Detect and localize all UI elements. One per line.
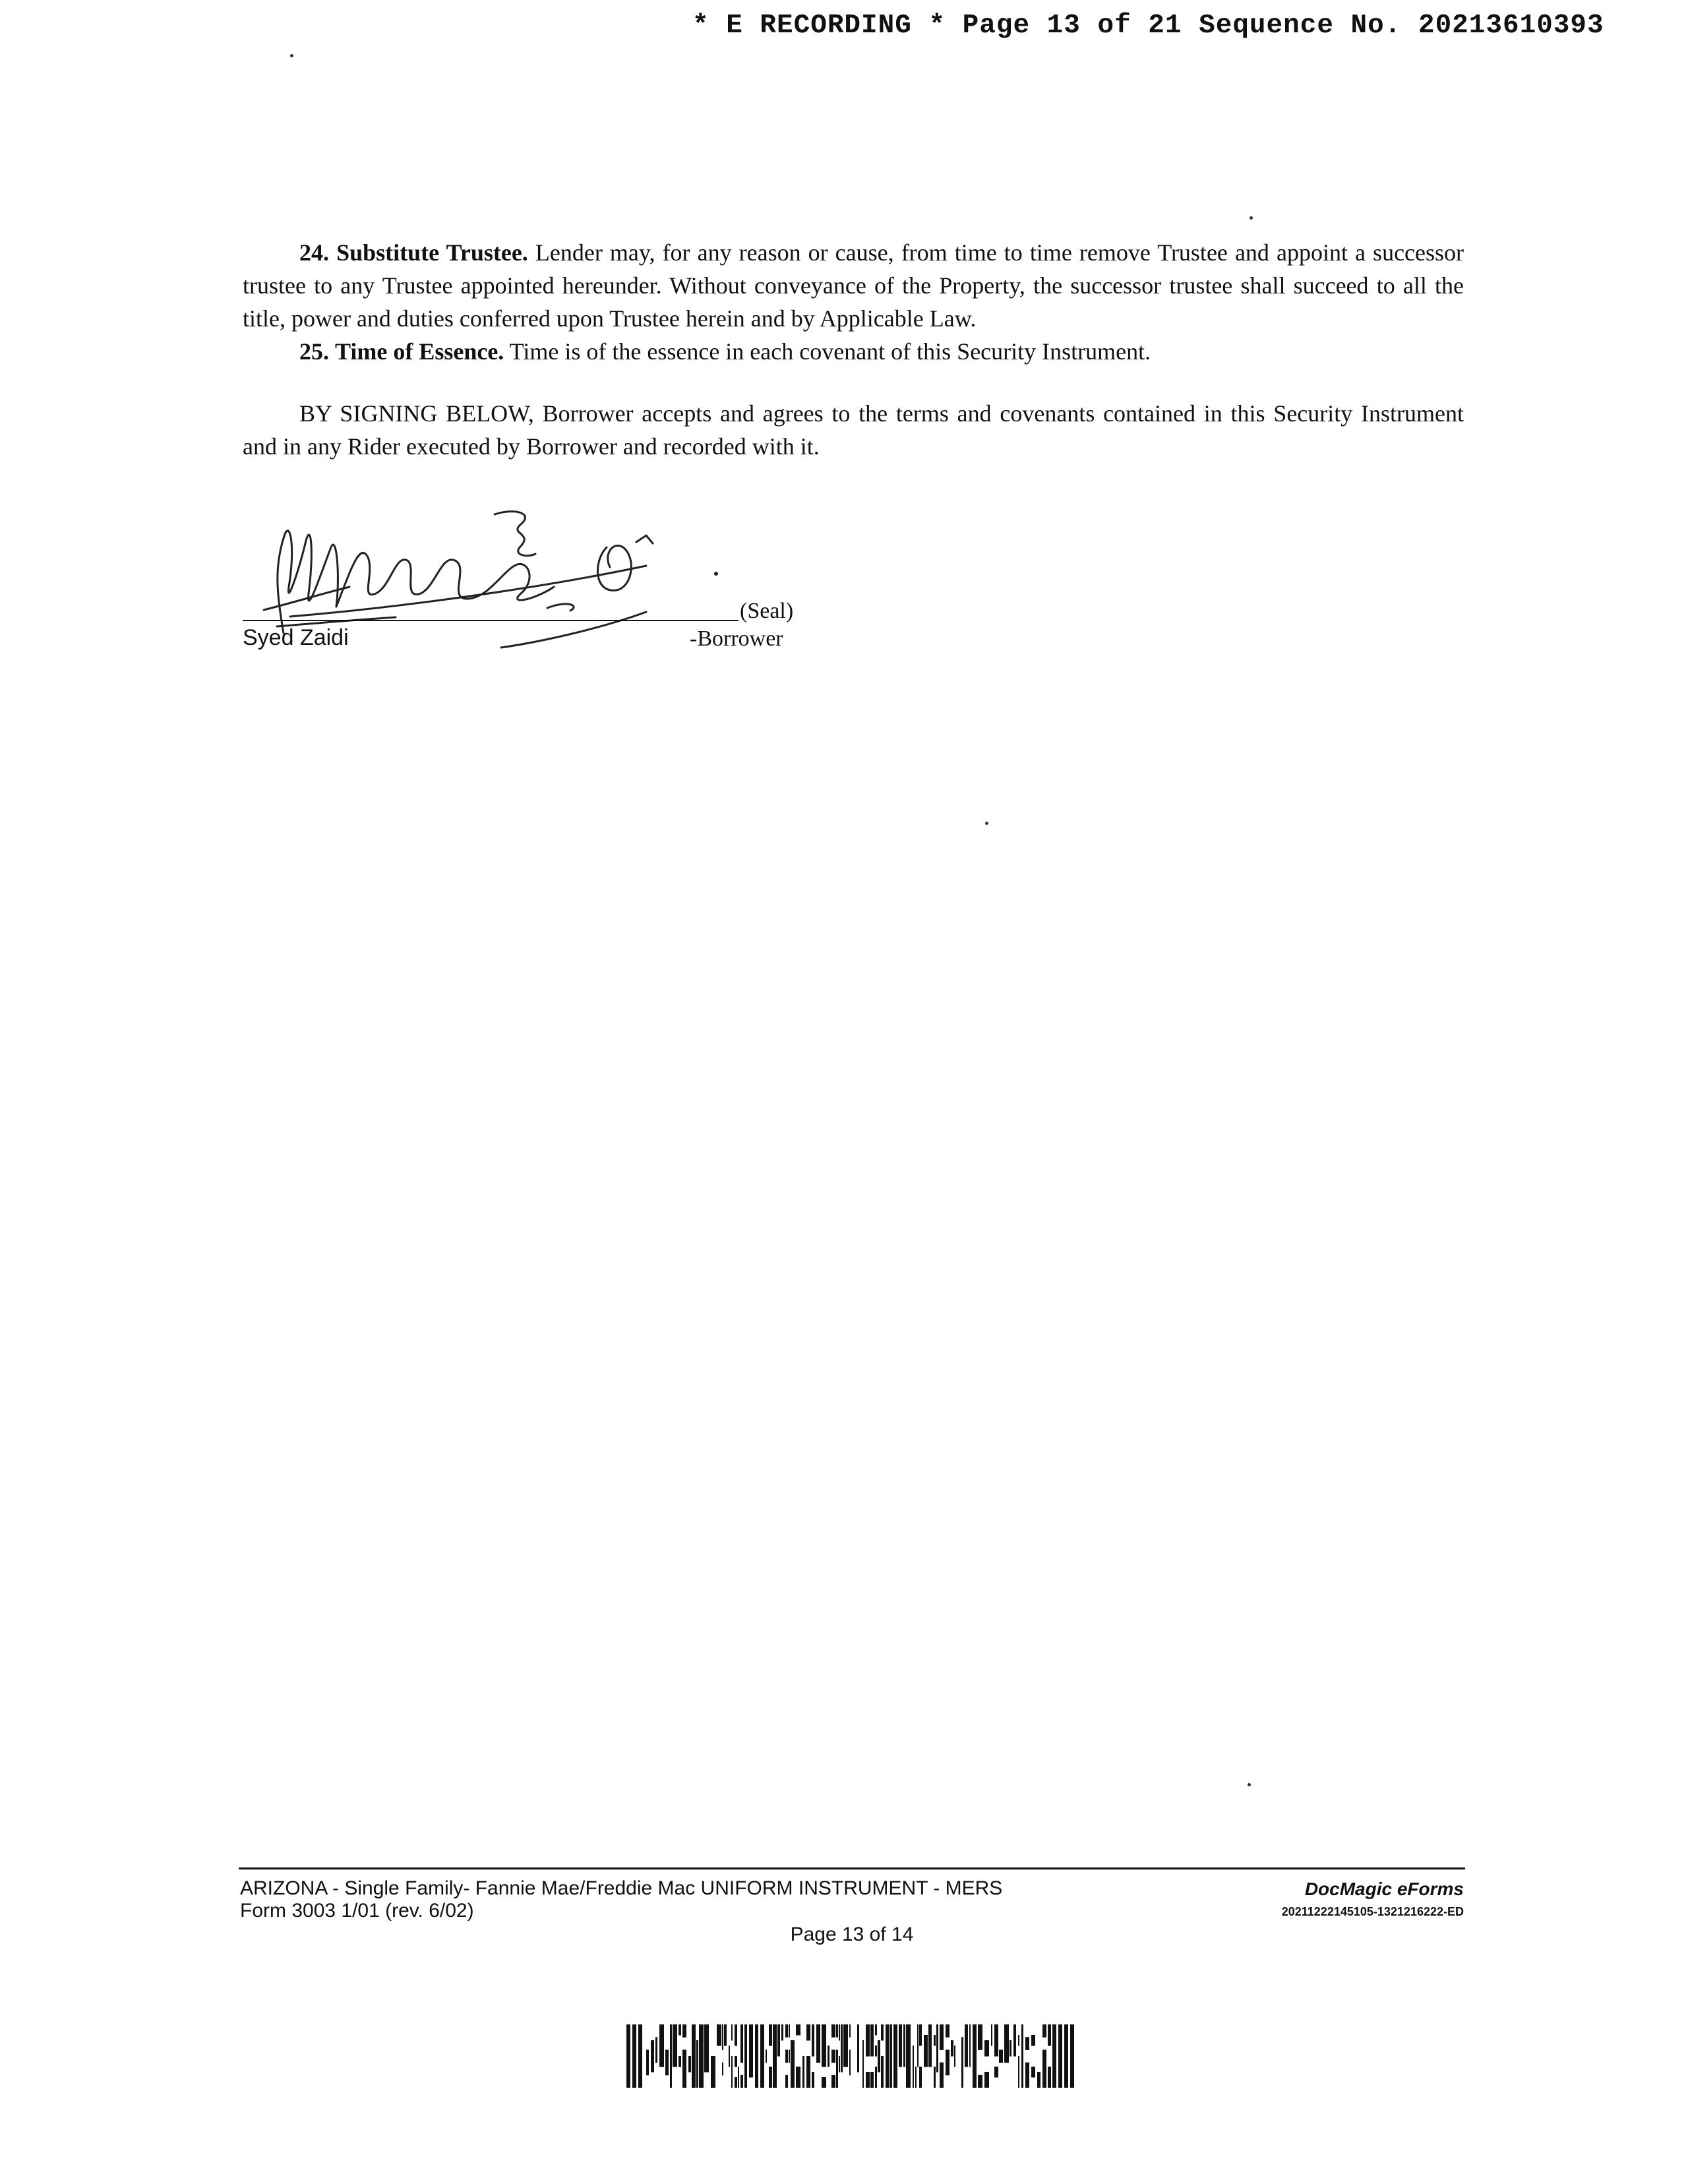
clause-24	[243, 236, 1464, 335]
borrower-name: Syed Zaidi	[243, 625, 349, 650]
clause-25-title: Time of Essence.	[335, 338, 504, 365]
recording-header: * E RECORDING * Page 13 of 21 Sequence No. 20213610393	[692, 11, 1604, 41]
borrower-signature-block	[237, 495, 831, 659]
borrower-role-label: -Borrower	[690, 626, 783, 651]
clause-24-number: 24.	[299, 239, 329, 266]
docmagic-logo: DocMagic eForms	[1304, 1879, 1464, 1899]
document-code: 20211222145105-1321216222-ED	[1281, 1905, 1464, 1918]
clause-25	[243, 335, 1464, 368]
scan-speck	[985, 822, 988, 825]
clause-25-text: Time is of the essence in each covenant of this Security Instrument.	[509, 338, 1151, 365]
signature-line	[243, 620, 738, 621]
form-identification	[240, 1877, 1002, 1922]
scan-speck	[1248, 1783, 1251, 1786]
scan-speck	[1250, 216, 1253, 220]
clause-24-text: Lender may, for any reason or cause, from time to time remove Trustee and appoint a successor trustee to any Trustee appointed hereunder. Without conveyance of the Property, the successor trustee shall succeed to all the title, power and duties conferred upon Trustee herein and by Applicable Law.	[243, 239, 1464, 332]
form-footer	[239, 1867, 1465, 1949]
clause-24-title: Substitute Trustee.	[336, 239, 528, 266]
document-body	[243, 236, 1464, 463]
scan-speck	[290, 54, 293, 57]
signing-statement: BY SIGNING BELOW, Borrower accepts and agrees to the terms and covenants contained in this Security Instrument and in any Rider executed by Borrower and recorded with it.	[243, 400, 1464, 460]
form-line-1: ARIZONA - Single Family- Fannie Mae/Freddie Mac UNIFORM INSTRUMENT - MERS	[240, 1877, 1003, 1899]
page-number: Page 13 of 14	[790, 1924, 914, 1945]
form-line-2: Form 3003 1/01 (rev. 6/02)	[240, 1900, 474, 1922]
barcode-icon	[626, 2024, 1075, 2088]
seal-label: (Seal)	[740, 599, 794, 623]
clause-25-number: 25.	[299, 338, 329, 365]
